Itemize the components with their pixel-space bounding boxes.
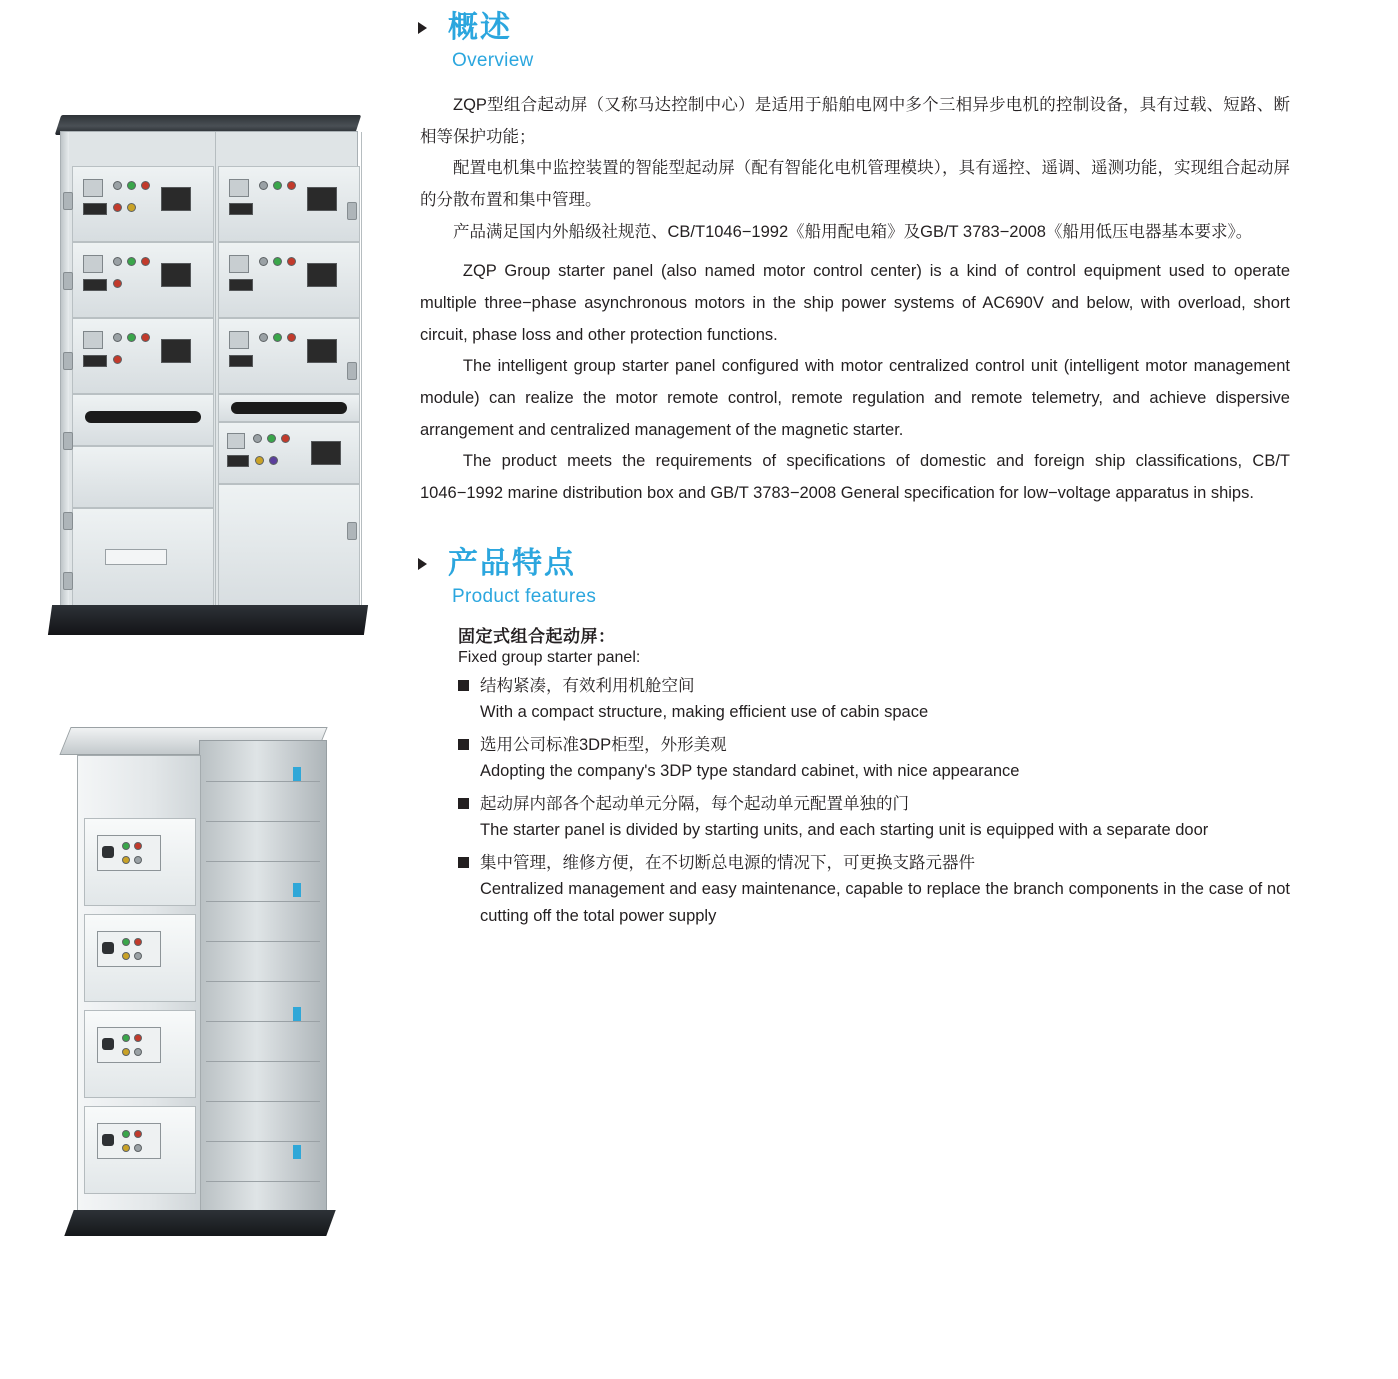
- device-block-icon: [229, 331, 249, 349]
- cabinet-blank-panel: [72, 446, 214, 508]
- feature-cn-text: 结构紧凑，有效利用机舱空间: [458, 674, 1290, 700]
- indicator-led: [134, 938, 142, 946]
- feature-en-text: With a compact structure, making efficient use of cabin space: [480, 703, 929, 722]
- indicator-led: [127, 203, 136, 212]
- feature-cn-text: 起动屏内部各个起动单元分隔，每个起动单元配置单独的门: [458, 792, 1290, 818]
- overview-en-paragraph: The intelligent group starter panel configured with motor centralized control unit (intelligent motor management module) can realize the motor remote control, remote regulation and remote telemetry, and achieve dispersive arrangement and centralized management of the magnetic starter.: [420, 357, 1290, 439]
- section-heading-features: [400, 546, 1300, 608]
- indicator-led: [273, 181, 282, 190]
- starter-unit: [84, 914, 196, 1002]
- starter-unit: [218, 166, 360, 242]
- cabinet-front-door: [77, 755, 201, 1212]
- door-hinge: [347, 202, 357, 220]
- meter-display: [83, 203, 107, 215]
- selector-knob: [102, 942, 114, 954]
- feature-item: [458, 733, 1290, 785]
- ammeter: [161, 187, 191, 211]
- features-subhead-cn: 固定式组合起动屏：: [458, 626, 616, 646]
- indicator-led: [134, 1034, 142, 1042]
- meter-display: [229, 355, 253, 367]
- product-images-column: [0, 0, 400, 1379]
- indicator-led: [122, 1048, 130, 1056]
- triangle-bullet-icon: [418, 22, 427, 34]
- indicator-led: [273, 257, 282, 266]
- product-photo-switchboard: [40, 105, 370, 645]
- selector-knob: [102, 1134, 114, 1146]
- control-panel: [97, 835, 161, 871]
- drawer-handle: [231, 402, 347, 414]
- cabinet-column-2: [215, 132, 362, 612]
- indicator-led: [113, 333, 122, 342]
- selector-knob: [102, 1038, 114, 1050]
- door-hinge: [63, 572, 73, 590]
- door-hinge: [347, 362, 357, 380]
- ammeter: [307, 263, 337, 287]
- indicator-led: [134, 856, 142, 864]
- cabinet-drawer: [218, 394, 360, 422]
- indicator-led: [273, 333, 282, 342]
- feature-en-text: The starter panel is divided by starting units, and each starting unit is equipped with a separate door: [480, 821, 1209, 840]
- indicator-led: [287, 181, 296, 190]
- features-body: [400, 608, 1300, 929]
- meter-display: [227, 455, 249, 467]
- square-bullet-icon: [458, 680, 469, 691]
- indicator-led: [122, 842, 130, 850]
- door-hinge: [63, 352, 73, 370]
- product-photo-cabinet: [55, 715, 375, 1260]
- indicator-led: [259, 257, 268, 266]
- device-block-icon: [83, 331, 103, 349]
- feature-en-text: Centralized management and easy maintenance, capable to replace the branch components in the case of not cutting off the total power supply: [480, 880, 1290, 925]
- door-hinge: [63, 512, 73, 530]
- starter-unit: [72, 166, 214, 242]
- ammeter: [307, 187, 337, 211]
- overview-title-en: Overview: [452, 50, 534, 71]
- indicator-led: [267, 434, 276, 443]
- indicator-led: [134, 842, 142, 850]
- control-unit: [218, 422, 360, 484]
- cabinet-latch: [293, 1007, 301, 1021]
- ammeter: [161, 263, 191, 287]
- indicator-led: [113, 257, 122, 266]
- indicator-led: [122, 938, 130, 946]
- indicator-led: [113, 181, 122, 190]
- starter-unit: [218, 318, 360, 394]
- starter-unit: [84, 1106, 196, 1194]
- indicator-led: [141, 333, 150, 342]
- control-panel: [97, 1123, 161, 1159]
- square-bullet-icon: [458, 857, 469, 868]
- cabinet-latch: [293, 883, 301, 897]
- cabinet-side-panel: [199, 740, 327, 1212]
- indicator-led: [253, 434, 262, 443]
- meter-display: [83, 355, 107, 367]
- indicator-led: [259, 181, 268, 190]
- device-block-icon: [83, 255, 103, 273]
- indicator-led: [134, 952, 142, 960]
- cabinet-drawer: [72, 394, 214, 446]
- indicator-led: [134, 1144, 142, 1152]
- cabinet-base-plinth: [48, 605, 368, 635]
- overview-en-paragraph: ZQP Group starter panel (also named motor control center) is a kind of control equipment used to operate multiple three−phase asynchronous motors in the ship power systems of AC690V and below, with overload, short circuit, phase loss and other protection functions.: [420, 262, 1290, 344]
- feature-item: [458, 792, 1290, 844]
- square-bullet-icon: [458, 798, 469, 809]
- indicator-led: [122, 1144, 130, 1152]
- control-panel: [97, 1027, 161, 1063]
- indicator-led: [141, 181, 150, 190]
- indicator-led: [287, 257, 296, 266]
- ammeter: [307, 339, 337, 363]
- indicator-led: [287, 333, 296, 342]
- door-hinge: [63, 192, 73, 210]
- features-title-cn: 产品特点: [448, 546, 576, 580]
- triangle-bullet-icon: [418, 558, 427, 570]
- feature-cn-text: 选用公司标准3DP柜型，外形美观: [458, 733, 1290, 759]
- selector-knob: [102, 846, 114, 858]
- cabinet-base-plinth: [64, 1210, 335, 1236]
- section-heading-overview: [400, 10, 1300, 72]
- indicator-led: [113, 279, 122, 288]
- starter-unit: [72, 318, 214, 394]
- device-block-icon: [83, 179, 103, 197]
- square-bullet-icon: [458, 739, 469, 750]
- feature-item: [458, 851, 1290, 929]
- features-subhead-en: Fixed group starter panel:: [458, 648, 641, 666]
- door-nameplate: [105, 549, 167, 565]
- indicator-led: [113, 203, 122, 212]
- overview-en-body: [400, 254, 1300, 509]
- indicator-led: [113, 355, 122, 364]
- indicator-led: [281, 434, 290, 443]
- starter-unit: [72, 242, 214, 318]
- cabinet-column-1: [69, 132, 216, 612]
- starter-unit: [218, 242, 360, 318]
- indicator-led: [127, 181, 136, 190]
- door-hinge: [347, 522, 357, 540]
- device-block-icon: [227, 433, 245, 449]
- document-content: [400, 0, 1300, 929]
- feature-en-text: Adopting the company's 3DP type standard cabinet, with nice appearance: [480, 762, 1020, 781]
- indicator-led: [127, 257, 136, 266]
- meter-display: [229, 279, 253, 291]
- indicator-led: [122, 952, 130, 960]
- indicator-led: [134, 1130, 142, 1138]
- ammeter: [161, 339, 191, 363]
- meter-display: [229, 203, 253, 215]
- indicator-led: [134, 1048, 142, 1056]
- overview-en-paragraph: The product meets the requirements of specifications of domestic and foreign ship classifications, CB/T 1046−1992 marine distribution box and GB/T 3783−2008 General specification for low−voltage apparatus in ships.: [420, 452, 1290, 503]
- ammeter: [311, 441, 341, 465]
- indicator-led: [259, 333, 268, 342]
- feature-cn-text: 集中管理，维修方便，在不切断总电源的情况下，可更换支路元器件: [458, 851, 1290, 877]
- cabinet-door-lower: [72, 508, 214, 610]
- features-title-en: Product features: [452, 585, 597, 607]
- device-block-icon: [229, 255, 249, 273]
- device-block-icon: [229, 179, 249, 197]
- door-hinge: [63, 432, 73, 450]
- indicator-led: [122, 856, 130, 864]
- drawer-handle: [85, 411, 201, 423]
- starter-unit: [84, 818, 196, 906]
- indicator-led: [255, 456, 264, 465]
- overview-title-cn: 概述: [448, 11, 512, 44]
- cabinet-latch: [293, 767, 301, 781]
- overview-cn-paragraph: 产品满足国内外船级社规范、CB/T1046−1992《船用配电箱》及GB/T 3783−2008《船用低压电器基本要求》。: [453, 222, 1253, 241]
- indicator-led: [122, 1130, 130, 1138]
- indicator-led: [269, 456, 278, 465]
- meter-display: [83, 279, 107, 291]
- overview-cn-paragraph: ZQP型组合起动屏（又称马达控制中心）是适用于船舶电网中多个三相异步电机的控制设备，具有过载、短路、断相等保护功能；: [420, 96, 1290, 146]
- door-hinge: [63, 272, 73, 290]
- overview-cn-paragraph: 配置电机集中监控装置的智能型起动屏（配有智能化电机管理模块），具有遥控、遥调、遥测功能，实现组合起动屏的分散布置和集中管理。: [420, 159, 1290, 210]
- control-panel: [97, 931, 161, 967]
- indicator-led: [127, 333, 136, 342]
- indicator-led: [141, 257, 150, 266]
- starter-unit: [84, 1010, 196, 1098]
- cabinet-latch: [293, 1145, 301, 1159]
- feature-item: [458, 674, 1290, 726]
- overview-cn-body: [400, 84, 1300, 248]
- indicator-led: [122, 1034, 130, 1042]
- cabinet-door-lower: [218, 484, 360, 610]
- cabinet-body: [60, 131, 358, 613]
